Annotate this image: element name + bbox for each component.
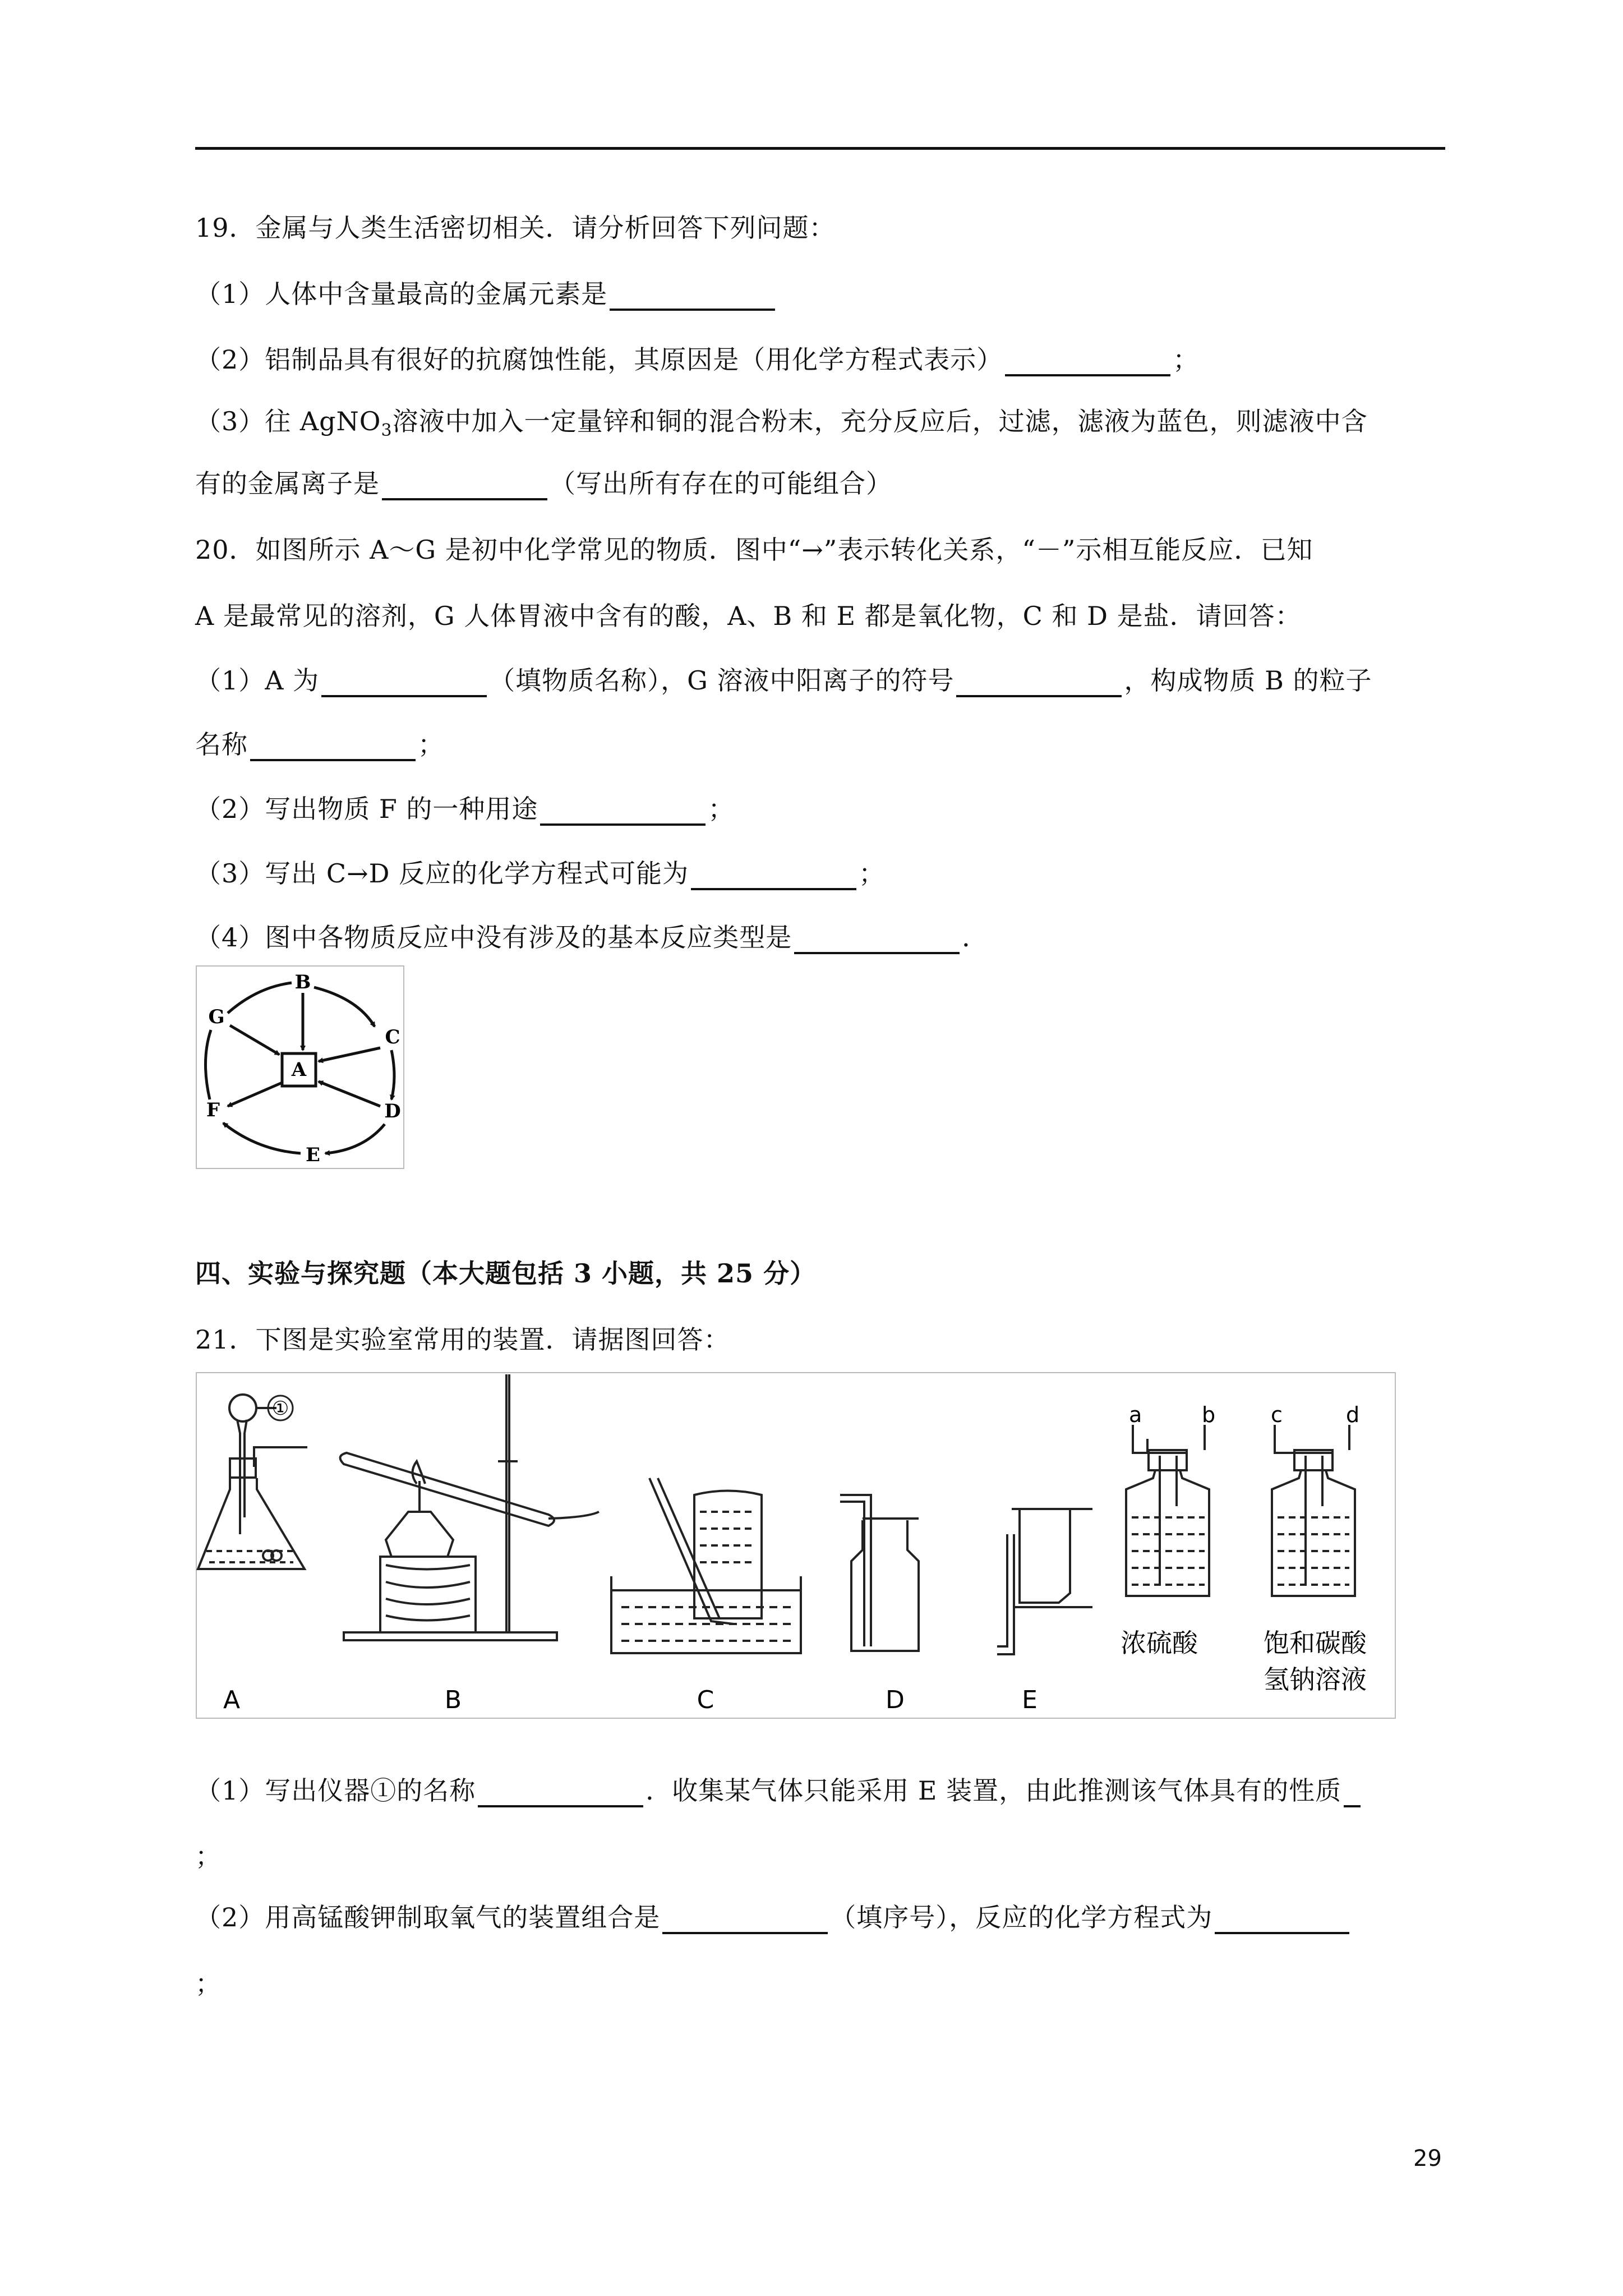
q20-part3 (195, 857, 885, 890)
arrow-c-to-a (319, 1048, 380, 1061)
q21-part2-end: ； (195, 1968, 222, 1999)
q20-part4-end: ． (962, 922, 989, 953)
bottle-2-label-line-1: 饱和碳酸 (1264, 1628, 1367, 1658)
q20-stem-1: 20．如图所示 A～G 是初中化学常见的物质．图中“→”表示转化关系，“－”示相互能反应．已知 (195, 535, 1313, 565)
arrow-g-to-a (230, 1025, 279, 1055)
answer-blank[interactable] (662, 1905, 828, 1934)
q19-part3-cont (195, 467, 892, 500)
q19-part3-text-3: 有的金属离子是 (195, 468, 380, 499)
arrow-e-to-f (223, 1123, 301, 1153)
subscript: 3 (381, 421, 393, 441)
q20-part1-end: ； (418, 729, 444, 760)
node-a: A (291, 1059, 307, 1081)
wash-bottle-1 (1126, 1425, 1209, 1596)
port-b-label: b (1202, 1402, 1216, 1427)
q20-part1 (195, 664, 1372, 697)
node-e: E (306, 1144, 320, 1166)
q21-stem: 21．下图是实验室常用的装置．请据图回答： (195, 1324, 730, 1355)
q19-stem: 19．金属与人类生活密切相关．请分析回答下列问题： (195, 213, 836, 243)
node-b: B (294, 971, 311, 993)
q20-part1-text-2: （填物质名称），G 溶液中阳离子的符号 (489, 665, 955, 696)
port-a-label: a (1129, 1402, 1142, 1427)
circled-number-1: ① (271, 1397, 289, 1420)
q21-apparatus-figure (195, 1372, 1396, 1719)
node-c: C (385, 1026, 400, 1048)
apparatus-label-d: D (886, 1686, 905, 1714)
q20-part3-end: ； (859, 858, 886, 889)
q19-part3-text-4: （写出所有存在的可能组合） (550, 468, 892, 499)
q19-part3-text-2: 溶液中加入一定量锌和铜的混合粉末，充分反应后，过滤，滤液为蓝色，则滤液中含 (392, 406, 1368, 436)
q19-part2-text: （2）铝制品具有很好的抗腐蚀性能，其原因是（用化学方程式表示） (195, 344, 1003, 375)
answer-blank[interactable] (1344, 1778, 1361, 1807)
line-g-b (228, 983, 292, 1013)
answer-blank[interactable] (250, 732, 416, 761)
apparatus-label-a: A (223, 1686, 241, 1714)
line-f-g (205, 1030, 211, 1099)
wash-bottle-2 (1272, 1425, 1355, 1596)
q20-part1-text-4: 名称 (195, 729, 248, 760)
apparatus-label-b: B (444, 1686, 462, 1714)
q20-stem-2: A 是最常见的溶剂，G 人体胃液中含有的酸，A、B 和 E 都是氧化物，C 和 D 是盐．请回答： (195, 601, 1302, 631)
port-c-label: c (1271, 1402, 1283, 1427)
apparatus-e (997, 1509, 1092, 1654)
apparatus-c (611, 1478, 801, 1653)
q20-part2 (195, 792, 734, 826)
arrow-a-to-f (228, 1083, 282, 1106)
header-rule (195, 147, 1445, 150)
node-d: D (384, 1100, 401, 1122)
q19-part2-end: ； (1173, 344, 1200, 375)
q21-part2 (195, 1901, 1352, 1934)
answer-blank[interactable] (691, 861, 856, 890)
node-g: G (208, 1006, 225, 1028)
apparatus-a (198, 1395, 307, 1569)
answer-blank[interactable] (1005, 347, 1170, 376)
answer-blank[interactable] (794, 925, 960, 954)
q20-part4-text: （4）图中各物质反应中没有涉及的基本反应类型是 (195, 922, 792, 953)
bottle-2-label-line-2: 氢钠溶液 (1264, 1664, 1367, 1695)
q21-part2-text-2: （填序号），反应的化学方程式为 (830, 1902, 1213, 1932)
q19-part3 (195, 404, 1368, 448)
node-f: F (206, 1099, 220, 1121)
q20-part1-cont (195, 728, 444, 761)
arrow-b-to-c (314, 987, 375, 1027)
q20-part3-text: （3）写出 C→D 反应的化学方程式可能为 (195, 858, 689, 889)
q21-part2-text: （2）用高锰酸钾制取氧气的装置组合是 (195, 1902, 661, 1932)
apparatus-label-e: E (1022, 1686, 1038, 1714)
q20-part2-text: （2）写出物质 F 的一种用途 (195, 794, 538, 824)
figure-frame (196, 1373, 1395, 1718)
q20-part1-text: （1）A 为 (195, 665, 320, 696)
q19-part2 (195, 343, 1199, 376)
q19-part1 (195, 277, 777, 311)
answer-blank[interactable] (610, 282, 775, 311)
q21-part1-text: （1）写出仪器①的名称 (195, 1775, 476, 1806)
q21-part1-text-2: ．收集某气体只能采用 E 装置，由此推测该气体具有的性质 (645, 1775, 1342, 1806)
q19-part3-text: （3）往 AgNO (195, 406, 381, 436)
page-number: 29 (1413, 2146, 1442, 2171)
answer-blank[interactable] (321, 668, 487, 697)
port-d-label: d (1346, 1402, 1360, 1427)
bottle-1-label: 浓硫酸 (1121, 1628, 1198, 1658)
arrow-c-to-d (391, 1050, 394, 1099)
q20-relationship-diagram (195, 965, 405, 1170)
q21-part1-end: ； (195, 1841, 222, 1871)
apparatus-b (340, 1374, 599, 1640)
q21-part1 (195, 1774, 1363, 1807)
q19-part1-text: （1）人体中含量最高的金属元素是 (195, 279, 608, 309)
q20-part4 (195, 921, 988, 954)
answer-blank[interactable] (956, 668, 1122, 697)
arrow-d-to-e (325, 1124, 385, 1153)
section-4-heading: 四、实验与探究题（本大题包括 3 小题，共 25 分） (195, 1258, 817, 1289)
answer-blank[interactable] (382, 471, 547, 500)
answer-blank[interactable] (540, 797, 706, 826)
q20-part1-text-3: ，构成物质 B 的粒子 (1124, 665, 1372, 696)
q20-part2-end: ； (708, 794, 735, 824)
arrow-d-to-a (319, 1082, 380, 1106)
apparatus-label-c: C (697, 1686, 714, 1714)
answer-blank[interactable] (478, 1778, 643, 1807)
answer-blank[interactable] (1215, 1905, 1349, 1934)
apparatus-d (840, 1495, 919, 1651)
